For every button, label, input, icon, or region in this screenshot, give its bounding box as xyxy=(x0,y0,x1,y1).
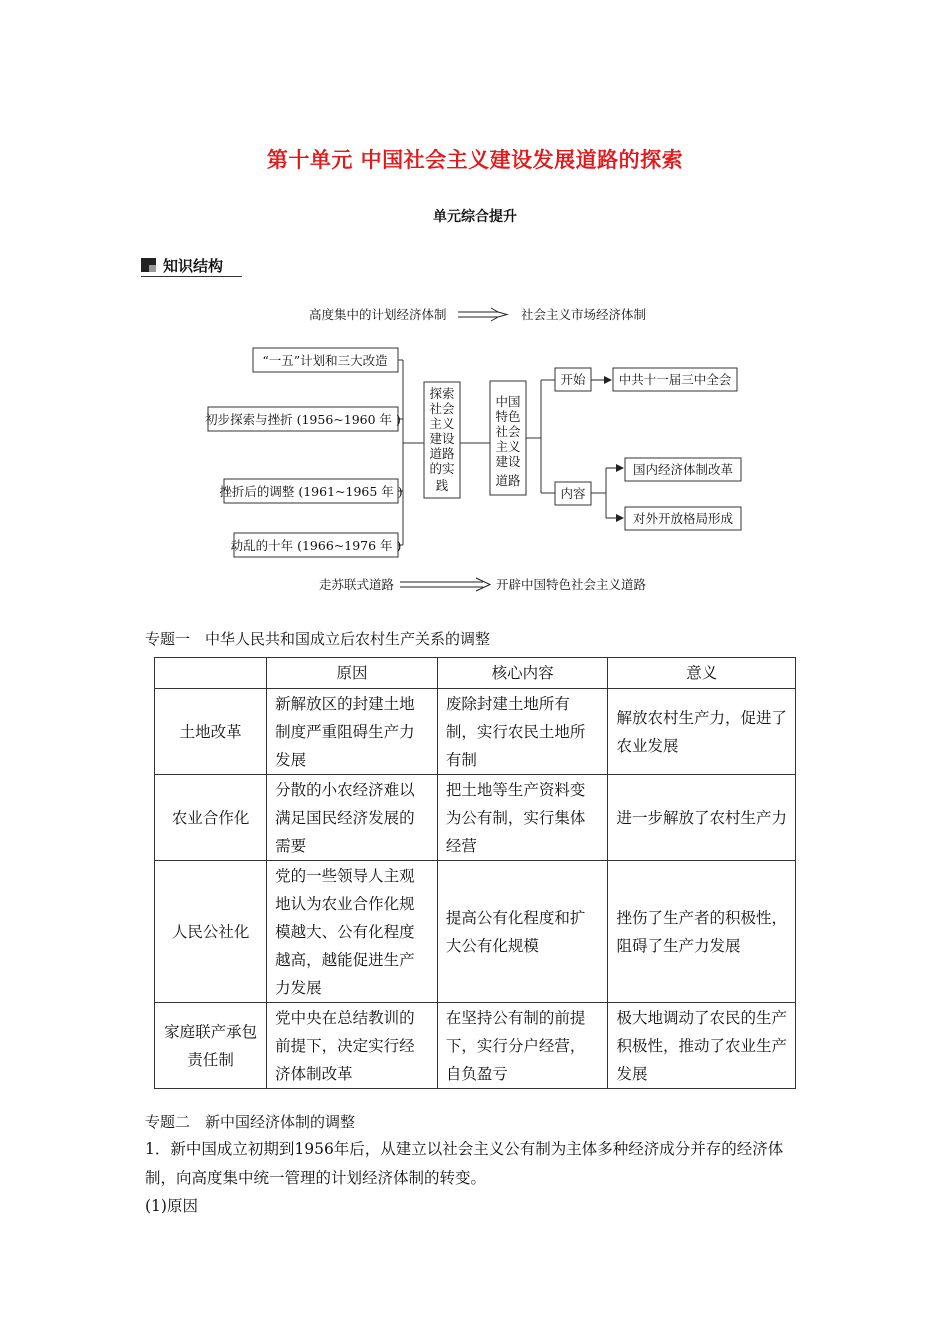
table-cell: 党中央在总结教训的前提下，决定实行经济体制改革 xyxy=(267,1003,438,1089)
center-line-2: 社会 xyxy=(429,401,455,416)
bottom-double-arrow xyxy=(400,578,490,591)
table-header-cell: 原因 xyxy=(267,658,438,689)
table-cell: 提高公有化程度和扩大公有化规模 xyxy=(437,861,608,1003)
content-label: 内容 xyxy=(560,486,586,501)
section-heading-label: 知识结构 xyxy=(163,257,224,275)
table-cell: 党的一些领导人主观地认为农业合作化规模越大、公有化程度越高，越能促进生产力发展 xyxy=(267,861,438,1003)
row-name-cell: 土地改革 xyxy=(155,689,267,775)
left-item-3: 挫折后的调整 (1961~1965 年 ) xyxy=(219,484,403,499)
page-title: 第十单元 中国社会主义建设发展道路的探索 xyxy=(266,148,684,172)
center-line-3: 主义 xyxy=(429,416,455,431)
right-line-3: 社会 xyxy=(495,424,521,439)
table-cell: 新解放区的封建土地制度严重阻碍生产力发展 xyxy=(267,689,438,775)
topic2-paragraph: 1．新中国成立初期到1956年后，从建立以社会主义公有制为主体多种经济成分并存的经济体制，向高度集中统一管理的计划经济体制的转变。 xyxy=(145,1140,784,1187)
topic2-subheading: (1)原因 xyxy=(145,1197,198,1215)
table-row xyxy=(155,861,796,1003)
bottom-from-text: 走苏联式道路 xyxy=(319,577,395,592)
table-row xyxy=(155,1003,796,1089)
row-name-cell: 家庭联产承包责任制 xyxy=(155,1003,267,1089)
table-header-cell: 意义 xyxy=(608,658,796,689)
bottom-to-text: 开辟中国特色社会主义道路 xyxy=(496,577,647,592)
table-row xyxy=(155,689,796,775)
right-line-6: 道路 xyxy=(495,473,521,488)
left-item-4: 动乱的十年 (1966~1976 年 ) xyxy=(230,538,402,553)
row-name-cell: 人民公社化 xyxy=(155,861,267,1003)
right-line-4: 主义 xyxy=(495,439,521,454)
center-line-7: 践 xyxy=(435,478,449,493)
right-line-2: 特色 xyxy=(495,409,521,424)
table-cell: 解放农村生产力，促进了农业发展 xyxy=(608,689,796,775)
start-label: 开始 xyxy=(560,372,586,387)
page-subtitle: 单元综合提升 xyxy=(433,209,517,225)
table-cell: 废除封建土地所有制，实行农民土地所有制 xyxy=(437,689,608,775)
left-item-2: 初步探索与挫折 (1956~1960 年 ) xyxy=(205,412,401,427)
left-item-1: “一五”计划和三大改造 xyxy=(262,353,388,368)
center-line-4: 建设 xyxy=(429,431,455,446)
row-name-cell: 农业合作化 xyxy=(155,775,267,861)
left-bracket xyxy=(398,360,424,545)
top-from-text: 高度集中的计划经济体制 xyxy=(309,307,447,322)
content-item-2: 对外开放格局形成 xyxy=(632,511,734,526)
rural-relations-table xyxy=(154,657,796,1089)
center-line-6: 的实 xyxy=(429,461,455,476)
knowledge-structure-diagram xyxy=(0,0,950,620)
topic1-title: 专题一 中华人民共和国成立后农村生产关系的调整 xyxy=(145,630,491,648)
right-line-1: 中国 xyxy=(495,394,521,409)
top-to-text: 社会主义市场经济体制 xyxy=(521,307,647,322)
top-double-arrow xyxy=(458,308,507,321)
table-row xyxy=(155,775,796,861)
center-line-5: 道路 xyxy=(429,446,455,461)
table-cell: 把土地等生产资料变为公有制，实行集体经营 xyxy=(437,775,608,861)
table-cell: 进一步解放了农村生产力 xyxy=(608,775,796,861)
table-cell: 分散的小农经济难以满足国民经济发展的需要 xyxy=(267,775,438,861)
content-item-1: 国内经济体制改革 xyxy=(632,462,734,477)
table-header-row xyxy=(155,658,796,689)
table-header-cell xyxy=(155,658,267,689)
center-line-1: 探索 xyxy=(429,386,455,401)
table-cell: 挫伤了生产者的积极性，阻碍了生产力发展 xyxy=(608,861,796,1003)
start-item: 中共十一届三中全会 xyxy=(618,372,732,387)
table-cell: 极大地调动了农民的生产积极性，推动了农业生产发展 xyxy=(608,1003,796,1089)
table-header-cell: 核心内容 xyxy=(437,658,608,689)
table-cell: 在坚持公有制的前提下，实行分户经营，自负盈亏 xyxy=(437,1003,608,1089)
right-line-5: 建设 xyxy=(495,454,521,469)
topic2-title: 专题二 新中国经济体制的调整 xyxy=(145,1113,356,1131)
